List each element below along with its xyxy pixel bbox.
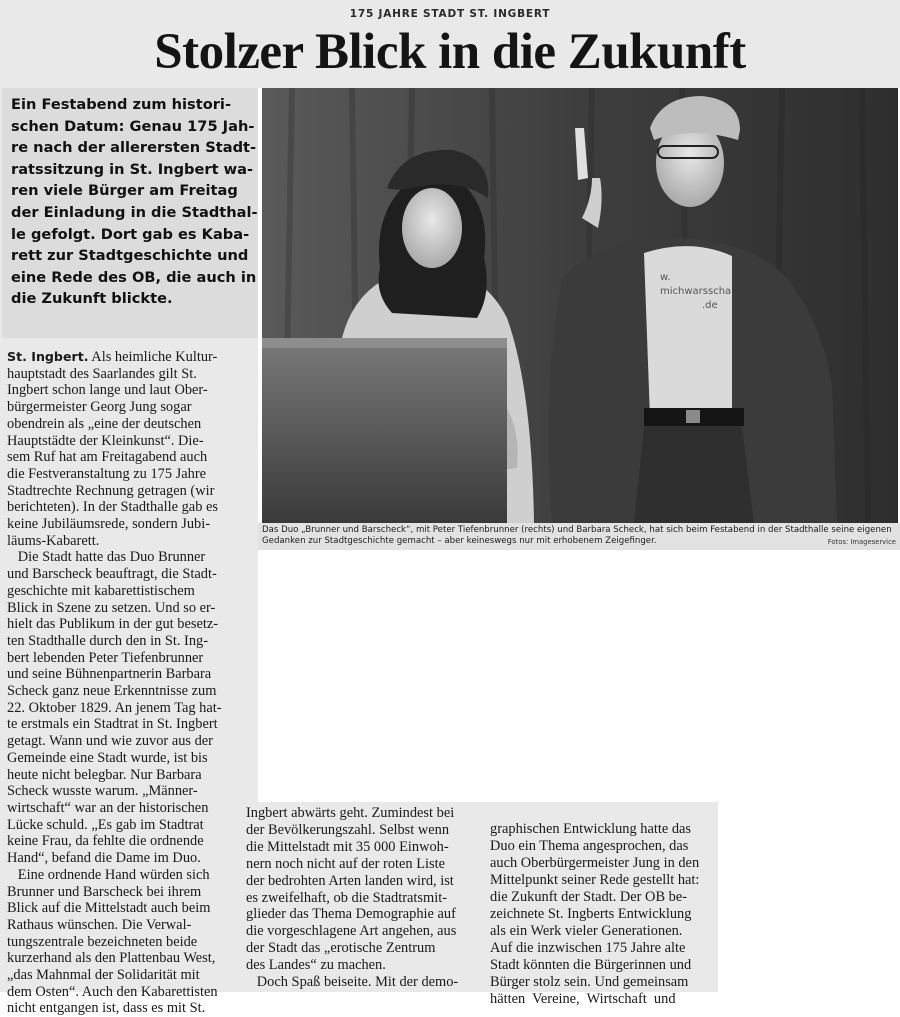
intro-line: schen Datum: Genau 175 Jah- (11, 117, 255, 135)
text-line: Hauptstädte der Kleinkunst“. Die- (7, 432, 204, 449)
text-line: Auf die inzwischen 175 Jahre alte (490, 940, 686, 956)
intro-line: le gefolgt. Dort gab es Kaba- (11, 225, 250, 243)
dateline: St. Ingbert. (7, 349, 89, 364)
text-line: Stadt könnten die Bürgerinnen und (490, 957, 692, 973)
text-line: hielt das Publikum in der gut besetz- (7, 616, 219, 633)
text-line: Gemeinde eine Stadt wurde, ist bis (7, 749, 208, 766)
text-line: getagt. Wann und wie zuvor aus der (7, 733, 213, 750)
text-line: graphischen Entwicklung hatte das (490, 821, 692, 837)
text-line: 22. Oktober 1829. An jenem Tag hat- (7, 699, 222, 716)
text-line: Die Stadt hatte das Duo Brunner (7, 549, 206, 566)
stage-photo (262, 88, 898, 523)
text-line: ten Stadthalle durch den in St. Ing- (7, 632, 209, 649)
text-line: keine Jubiläumsrede, sondern Jubi- (7, 516, 211, 533)
text-line: Mittelpunkt seiner Rede gestellt hat: (490, 872, 700, 888)
text-line: die Festveranstaltung zu 175 Jahre (7, 465, 207, 482)
text-line: Eine ordnende Hand würden sich (7, 866, 210, 883)
intro-line: eine Rede des OB, die auch in (11, 268, 257, 286)
text-line: Duo ein Thema angesprochen, das (490, 838, 689, 854)
shirt-print-line: .de (702, 300, 718, 311)
text-line: der bedrohten Arten landen wird, ist (246, 872, 454, 889)
text-line: obendrein als „eine der deutschen (7, 415, 202, 432)
photo-credit: Fotos: Imageservice (827, 538, 896, 546)
text-line: Scheck wusste warum. „Männer- (7, 783, 198, 800)
intro-line: ratssitzung in St. Ingbert wa- (11, 160, 254, 178)
text-line: Blick in Szene zu setzen. Und so er- (7, 599, 216, 616)
first-line (7, 349, 247, 366)
text-line: Ingbert schon lange und laut Ober- (7, 382, 208, 399)
first-line-rest: Als heimliche Kultur- (88, 349, 218, 365)
article-column-1 (7, 349, 247, 1017)
kicker: 175 JAHRE STADT ST. INGBERT (349, 8, 551, 20)
text-line: glieder das Thema Demographie auf (246, 906, 456, 923)
text-line: Lücke schuld. „Es gab im Stadtrat (7, 816, 204, 833)
stage-photo-image (262, 88, 898, 523)
intro-line: re nach der allerersten Stadt- (11, 139, 257, 157)
text-line: es zweifelhaft, ob die Stadtratsmit- (246, 889, 448, 906)
text-line: hätten Vereine, Wirtschaft und (490, 991, 676, 1007)
text-line: Doch Spaß beiseite. Mit der demo- (246, 974, 459, 991)
intro-line: ren viele Bürger am Freitag (11, 182, 238, 200)
text-line: nicht entgangen ist, dass es mit St. (7, 1000, 206, 1017)
intro-line: rett zur Stadtgeschichte und (11, 247, 249, 265)
article-column-2 (246, 805, 478, 991)
intro-box (2, 88, 258, 338)
text-line: auch Oberbürgermeister Jung in den (490, 855, 700, 871)
photo-caption (258, 523, 900, 550)
text-line: geschichte mit kabarettistischem (7, 582, 195, 599)
text-line: Blick auf die Mittelstadt auch beim (7, 900, 211, 917)
intro-line: Ein Festabend zum histori- (11, 96, 231, 113)
text-line: heute nicht belegbar. Nur Barbara (7, 766, 202, 783)
caption-text (262, 525, 898, 547)
text-line: Brunner und Barscheck bei ihrem (7, 883, 202, 900)
text-line: die vorgeschlagene Art angehen, aus (246, 923, 457, 940)
text-line: und Barscheck beauftragt, die Stadt- (7, 566, 217, 583)
text-line: läums-Kabarett. (7, 532, 100, 549)
text-line: des Landes“ zu machen. (246, 957, 386, 974)
intro-line: der Einladung in die Stadthal- (11, 203, 258, 221)
text-line: Rathaus wünschen. Die Verwal- (7, 916, 192, 933)
text-line: Hand“, befand die Dame im Duo. (7, 850, 201, 867)
intro-line: die Zukunft blickte. (11, 290, 173, 308)
text-line: bürgermeister Georg Jung sogar (7, 399, 192, 416)
text-line: die Zukunft der Stadt. Der OB be- (490, 889, 688, 905)
text-line: sem Ruf hat am Freitagabend auch (7, 449, 208, 466)
text-line: die Mittelstadt mit 35 000 Einwoh- (246, 838, 449, 855)
text-line: und seine Bühnenpartnerin Barbara (7, 666, 212, 683)
text-line: keine Frau, da fehlte die ordnende (7, 833, 204, 850)
text-line: berichteten). In der Stadthalle gab es (7, 499, 218, 516)
text-line: tungszentrale bezeichneten beide (7, 933, 198, 950)
text-line: wirtschaft“ war an der historischen (7, 799, 209, 816)
text-line: bert lebenden Peter Tiefenbrunner (7, 649, 204, 666)
text-line: Stadtrechte Rechnung getragen (wir (7, 482, 215, 499)
text-line: te erstmals ein Stadtrat in St. Ingbert (7, 716, 218, 733)
text-line: nern noch nicht auf der roten Liste (246, 855, 445, 872)
headline: Stolzer Blick in die Zukunft (154, 24, 746, 80)
text-line: Scheck ganz neue Erkenntnisse zum (7, 683, 217, 700)
text-line: hauptstadt des Saarlandes gilt St. (7, 365, 197, 382)
text-line: Ingbert abwärts geht. Zumindest bei (246, 805, 455, 821)
text-line: der Stadt das „erotische Zentrum (246, 940, 436, 957)
text-line: als ein Werk vieler Generationen. (490, 923, 683, 939)
text-line: der Bevölkerungszahl. Selbst wenn (246, 821, 450, 838)
text-line: zeichnete St. Ingberts Entwicklung (490, 906, 692, 922)
text-line: Bürger stolz sein. Und gemeinsam (490, 974, 689, 990)
text-line: „das Mahnmal der Solidarität mit (7, 967, 200, 984)
shirt-print-line: w. (660, 272, 671, 283)
text-line: dem Osten“. Auch den Kabarettisten (7, 983, 218, 1000)
caption-line: Das Duo „Brunner und Barscheck“, mit Peter Tiefenbrunner (rechts) und Barbara Scheck, hat sich beim Festabend in der Stadthalle seine eigenen (262, 525, 892, 535)
article-column-3 (490, 821, 716, 1008)
text-line: kurzerhand als den Plattenbau West, (7, 950, 216, 967)
caption-line: Gedanken zur Stadtgeschichte gemacht – aber keineswegs nur mit erhobenem Zeigefinger. (262, 536, 657, 546)
shirt-print-line: michwarsscha (660, 286, 732, 297)
